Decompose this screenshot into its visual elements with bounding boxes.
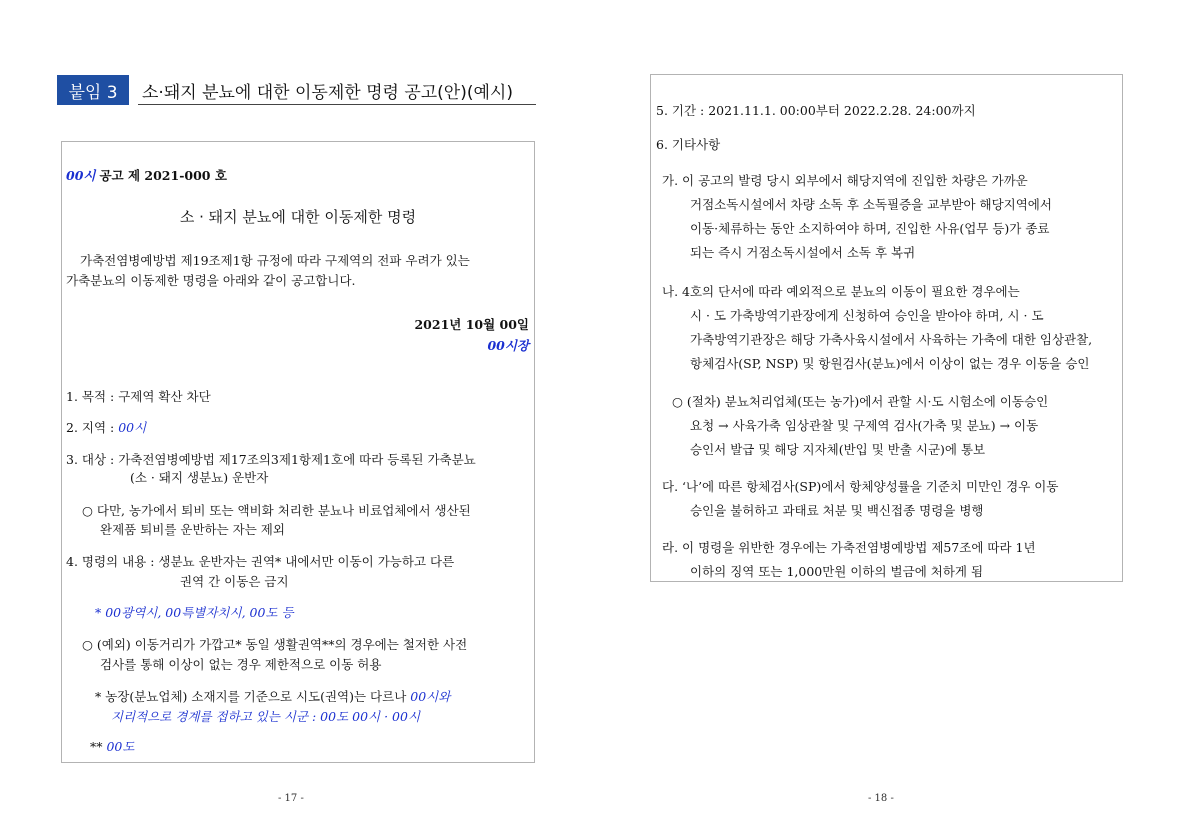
annex-badge: 붙임 3 (57, 75, 129, 105)
footnote-2 (90, 739, 134, 755)
item-3-sub-line-2: 완제품 퇴비를 운반하는 자는 제외 (100, 522, 285, 537)
notice-city: 00시 (66, 168, 96, 183)
procedure-line-1: ○ (절차) 분뇨처리업체(또는 농가)에서 관할 시·도 시험소에 이동승인 (672, 394, 1049, 409)
footnote-1-text: * 농장(분뇨업체) 소재지를 기준으로 시도(권역)는 다르나 (95, 689, 411, 704)
item-ra-line-1: 라. 이 명령을 위반한 경우에는 가축전염병예방법 제57조에 따라 1년 (662, 540, 1036, 555)
item-ga-line-4: 되는 즉시 거점소독시설에서 소독 후 복귀 (690, 245, 916, 260)
item-na-line-4: 항체검사(SP, NSP) 및 항원검사(분뇨)에서 이상이 없는 경우 이동을 승인 (690, 356, 1090, 371)
item-na-line-3: 가축방역기관장은 해당 가축사육시설에서 사육하는 가축에 대한 임상관찰, (690, 332, 1093, 347)
item-3-sub-line-1: ○ 다만, 농가에서 퇴비 또는 액비화 처리한 분뇨나 비료업체에서 생산된 (82, 503, 471, 518)
annex-title: 소·돼지 분뇨에 대한 이동제한 명령 공고(안)(예시) (142, 83, 513, 103)
item-ga-line-1: 가. 이 공고의 발령 당시 외부에서 해당지역에 진입한 차량은 가까운 (662, 173, 1028, 188)
intro-line-2: 가축분뇨의 이동제한 명령을 아래와 같이 공고합니다. (66, 273, 356, 288)
notice-date: 2021년 10월 00일 (414, 317, 529, 332)
intro-line-1: 가축전염병예방법 제19조제1항 규정에 따라 구제역의 전파 우려가 있는 (80, 253, 470, 268)
item-na-line-2: 시 · 도 가축방역기관장에게 신청하여 승인을 받아야 하며, 시 · 도 (690, 308, 1044, 323)
item-da-line-1: 다. ‘나’에 따른 항체검사(SP)에서 항체양성률을 기준치 미만인 경우 이동 (662, 479, 1059, 494)
page-number-right: - 18 - (868, 793, 894, 804)
footnote-1-line-2: 지리적으로 경계를 접하고 있는 시군 : 00도 00시 · 00시 (111, 709, 421, 724)
item-2-region (66, 420, 146, 436)
footnote-1-line-1 (95, 689, 450, 705)
item-ga-line-2: 거점소독시설에서 차량 소독 후 소독필증을 교부받아 해당지역에서 (690, 197, 1052, 212)
item-ra-line-2: 이하의 징역 또는 1,000만원 이하의 벌금에 처하게 됨 (690, 564, 984, 579)
item-3-line-2: (소 · 돼지 생분뇨) 운반자 (130, 470, 269, 485)
item-5-period: 5. 기간 : 2021.11.1. 00:00부터 2022.2.28. 24:00까지 (656, 103, 976, 118)
procedure-line-2: 요청 → 사육가축 임상관찰 및 구제역 검사(가축 및 분뇨) → 이동 (690, 418, 1039, 433)
footnote-2-value: 00도 (106, 739, 135, 754)
item-2-value: 00시 (118, 420, 147, 435)
item-da-line-2: 승인을 불허하고 과태료 처분 및 백신접종 명령을 병행 (690, 503, 984, 518)
notice-signer: 00시장 (487, 338, 529, 353)
item-4-line-1: 4. 명령의 내용 : 생분뇨 운반자는 권역* 내에서만 이동이 가능하고 다른 (66, 554, 455, 569)
procedure-line-3: 승인서 발급 및 해당 지자체(반입 및 반출 시군)에 통보 (690, 442, 986, 457)
footnote-1-city: 00시와 (410, 689, 451, 704)
footnote-2-mark: ** (90, 739, 107, 754)
notice-number (66, 168, 227, 184)
item-2-label: 2. 지역 : (66, 420, 119, 435)
notice-no: 공고 제 2021-000 호 (99, 168, 227, 183)
page-number-left: - 17 - (278, 793, 304, 804)
exception-line-1: ○ (예외) 이동거리가 가깝고* 동일 생활권역**의 경우에는 철저한 사전 (82, 637, 468, 652)
title-underline (138, 104, 536, 105)
item-6-other: 6. 기타사항 (656, 137, 721, 152)
item-na-line-1: 나. 4호의 단서에 따라 예외적으로 분뇨의 이동이 필요한 경우에는 (662, 284, 1020, 299)
item-4-line-2: 권역 간 이동은 금지 (180, 574, 289, 589)
document-title: 소 · 돼지 분뇨에 대한 이동제한 명령 (179, 208, 417, 226)
item-ga-line-3: 이동·체류하는 동안 소지하여야 하며, 진입한 사유(업무 등)가 종료 (690, 221, 1050, 236)
item-1-purpose: 1. 목적 : 구제역 확산 차단 (66, 389, 211, 404)
item-3-line-1: 3. 대상 : 가축전염병예방법 제17조의3제1항제1호에 따라 등록된 가축분뇨 (66, 452, 476, 467)
item-4-note: * 00광역시, 00특별자치시, 00도 등 (95, 605, 294, 620)
exception-line-2: 검사를 통해 이상이 없는 경우 제한적으로 이동 허용 (100, 657, 382, 672)
